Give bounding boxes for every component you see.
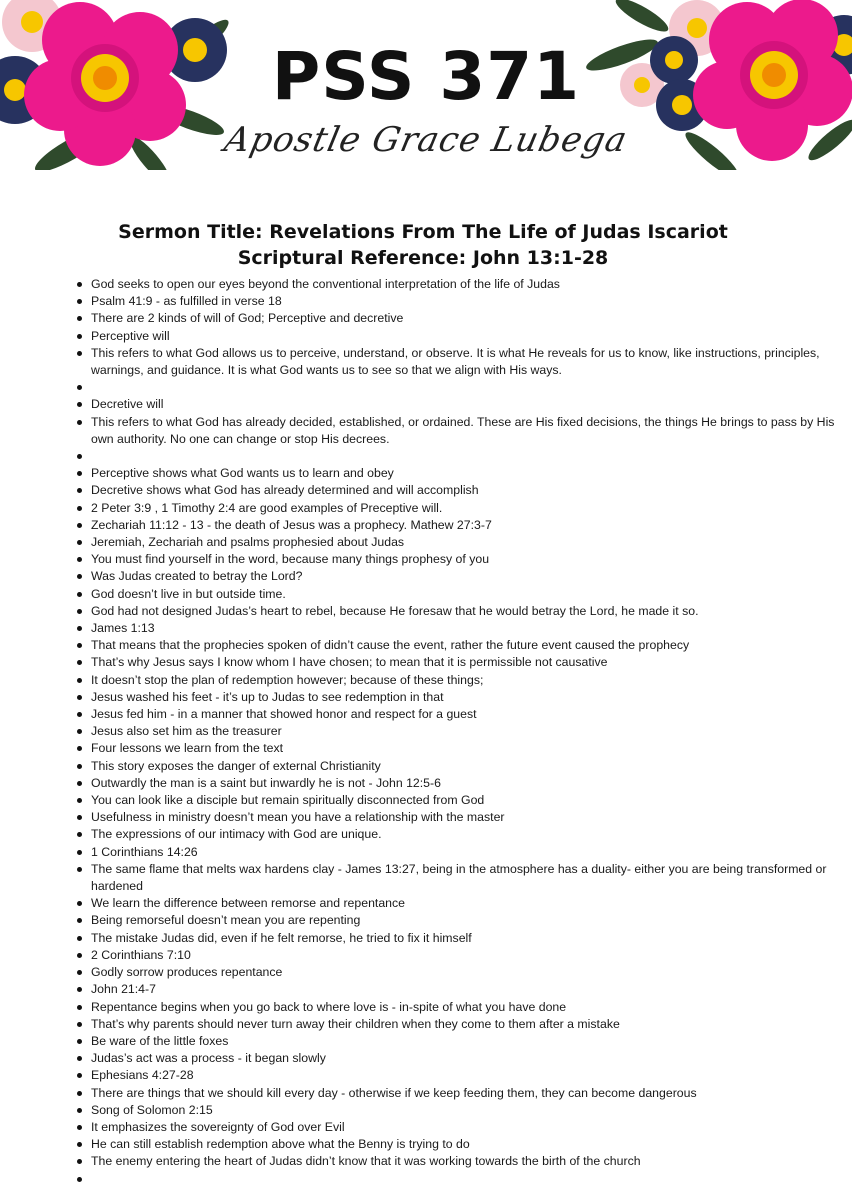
list-item: Perceptive will [91,328,851,345]
list-item: 2 Corinthians 7:10 [91,947,851,964]
list-item: There are things that we should kill every day - otherwise if we keep feeding them, they can become dangerous [91,1085,851,1102]
list-item [91,1171,851,1188]
list-item: God doesn’t live in but outside time. [91,586,851,603]
list-item: That means that the prophecies spoken of didn’t cause the event, rather the future event caused the prophecy [91,637,851,654]
list-item: Perceptive shows what God wants us to learn and obey [91,465,851,482]
list-item: Judas’s act was a process - it began slowly [91,1050,851,1067]
page-title: PSS 371 [271,38,581,115]
scripture-reference: Scriptural Reference: John 13:1-28 [237,247,609,269]
list-item: This refers to what God has already decided, established, or ordained. These are His fixed decisions, the things He brings to pass by His own authority. No one can change or stop His decrees. [91,414,851,448]
list-item: Decretive will [91,396,851,413]
list-item: The mistake Judas did, even if he felt remorse, he tried to fix it himself [91,930,851,947]
list-item: It emphasizes the sovereignty of God over Evil [91,1119,851,1136]
list-item: Four lessons we learn from the text [91,740,851,757]
list-item: This refers to what God allows us to perceive, understand, or observe. It is what He reveals for us to know, like instructions, principles, warnings, and guidance. It is what God wants us to see so that we align with His ways. [91,345,851,379]
list-item: Jeremiah, Zechariah and psalms prophesied about Judas [91,534,851,551]
list-item: Being remorseful doesn’t mean you are repenting [91,912,851,929]
list-item: Zechariah 11:12 - 13 - the death of Jesus was a prophecy. Mathew 27:3-7 [91,517,851,534]
sermon-heading [0,219,846,271]
list-item: God had not designed Judas’s heart to rebel, because He foresaw that he would betray the Lord, he made it so. [91,603,851,620]
list-item: John 21:4-7 [91,981,851,998]
list-item: Usefulness in ministry doesn’t mean you have a relationship with the master [91,809,851,826]
list-item: It doesn’t stop the plan of redemption however; because of these things; [91,672,851,689]
list-item: You can look like a disciple but remain spiritually disconnected from God [91,792,851,809]
list-item: Outwardly the man is a saint but inwardly he is not - John 12:5-6 [91,775,851,792]
list-item: The expressions of our intimacy with God are unique. [91,826,851,843]
list-item: Song of Solomon 2:15 [91,1102,851,1119]
list-item: Godly sorrow produces repentance [91,964,851,981]
list-item: God seeks to open our eyes beyond the conventional interpretation of the life of Judas [91,276,851,293]
list-item: Psalm 41:9 - as fulfilled in verse 18 [91,293,851,310]
list-item [91,379,851,396]
list-item: The enemy entering the heart of Judas didn’t know that it was working towards the birth of the church [91,1153,851,1170]
list-item: You must find yourself in the word, because many things prophesy of you [91,551,851,568]
list-item: Jesus washed his feet - it’s up to Judas to see redemption in that [91,689,851,706]
list-item: 2 Peter 3:9 , 1 Timothy 2:4 are good examples of Preceptive will. [91,500,851,517]
list-item: The same flame that melts wax hardens clay - James 13:27, being in the atmosphere has a duality- either you are being transformed or hardened [91,861,851,895]
list-item: He can still establish redemption above what the Benny is trying to do [91,1136,851,1153]
sermon-notes-list [0,276,851,1188]
list-item: Jesus fed him - in a manner that showed honor and respect for a guest [91,706,851,723]
list-item: Ephesians 4:27-28 [91,1067,851,1084]
list-item [91,448,851,465]
list-item: That’s why parents should never turn away their children when they come to them after a mistake [91,1016,851,1033]
minister-signature: Apostle Grace Lubega [220,120,632,160]
list-item: 1 Corinthians 14:26 [91,844,851,861]
list-item: Be ware of the little foxes [91,1033,851,1050]
list-item: This story exposes the danger of external Christianity [91,758,851,775]
list-item: That’s why Jesus says I know whom I have chosen; to mean that it is permissible not causative [91,654,851,671]
list-item: Was Judas created to betray the Lord? [91,568,851,585]
list-item: Repentance begins when you go back to where love is - in-spite of what you have done [91,999,851,1016]
list-item: James 1:13 [91,620,851,637]
list-item: Jesus also set him as the treasurer [91,723,851,740]
list-item: Decretive shows what God has already determined and will accomplish [91,482,851,499]
sermon-title: Sermon Title: Revelations From The Life of Judas Iscariot [118,221,728,243]
list-item: We learn the difference between remorse and repentance [91,895,851,912]
list-item: There are 2 kinds of will of God; Perceptive and decretive [91,310,851,327]
